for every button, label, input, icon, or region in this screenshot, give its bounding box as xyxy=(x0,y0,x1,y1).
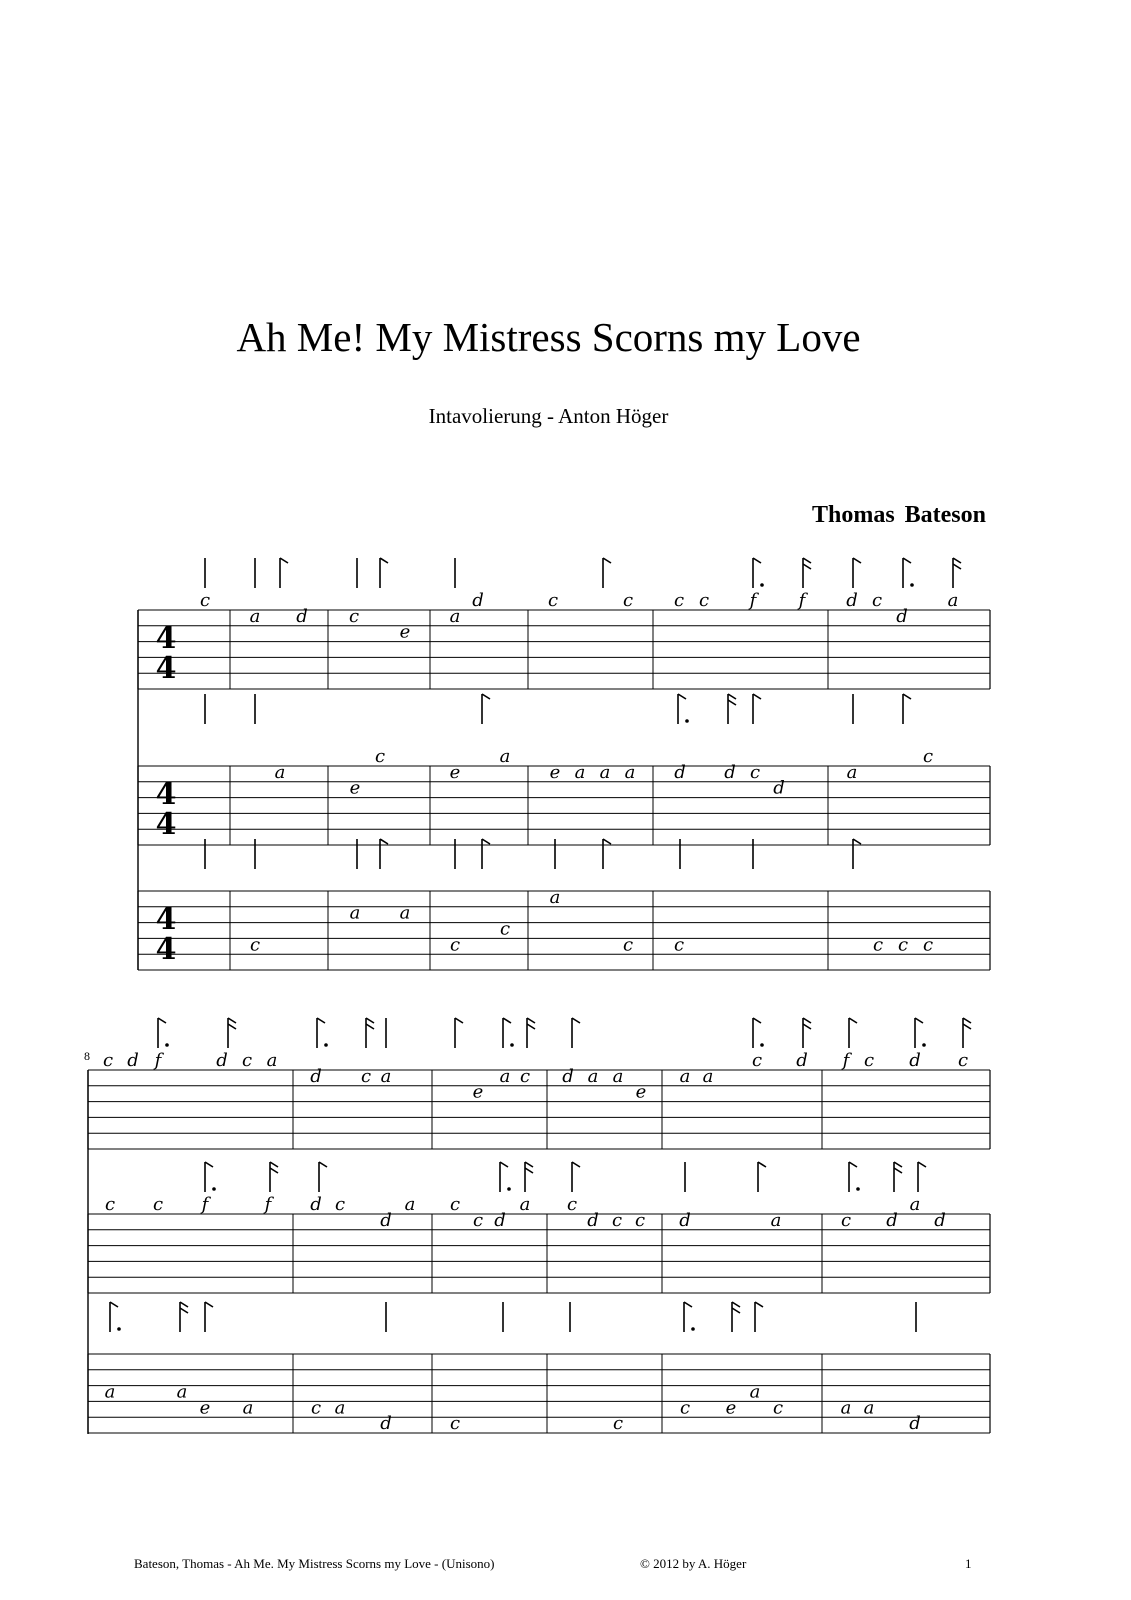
tab-note: c xyxy=(772,1397,784,1419)
rhythm-flag xyxy=(503,1018,511,1023)
rhythm-flag xyxy=(803,564,811,569)
tab-note: a xyxy=(104,1381,116,1403)
rhythm-flag xyxy=(500,1162,508,1167)
tab-note: c xyxy=(957,1050,969,1072)
tab-note: c xyxy=(566,1194,578,1216)
rhythm-flag xyxy=(527,1018,535,1023)
rhythm-flag xyxy=(180,1308,188,1313)
rhythm-flag xyxy=(803,1018,811,1023)
tab-note: a xyxy=(242,1397,254,1419)
tab-note: a xyxy=(404,1194,416,1216)
tab-note: c xyxy=(334,1194,346,1216)
tab-note: e xyxy=(399,621,411,643)
tab-note: c xyxy=(634,1209,646,1231)
tab-note: a xyxy=(863,1397,875,1419)
rhythm-flag xyxy=(803,558,811,563)
tab-note: c xyxy=(922,934,934,956)
tab-note: f xyxy=(154,1050,162,1072)
tab-note: c xyxy=(449,1413,461,1435)
tab-note: c xyxy=(241,1050,253,1072)
rhythm-flag xyxy=(603,558,611,563)
rhythm-flag xyxy=(366,1024,374,1029)
rhythm-flag xyxy=(853,839,861,844)
time-signature-bottom: 4 xyxy=(155,932,177,967)
tab-note: a xyxy=(266,1050,278,1072)
rhythm-flag xyxy=(753,558,761,563)
rhythm-flag xyxy=(894,1162,902,1167)
tab-note: e xyxy=(449,761,461,783)
tab-note: d xyxy=(310,1065,322,1087)
page-number: 1 xyxy=(965,1556,972,1571)
time-signature-bottom: 4 xyxy=(155,651,177,686)
tab-note: c xyxy=(519,1065,531,1087)
tab-note: e xyxy=(472,1081,484,1103)
rhythm-flag xyxy=(525,1162,533,1167)
rhythm-flag xyxy=(525,1168,533,1173)
time-signature-top: 4 xyxy=(155,621,177,656)
rhythm-dot xyxy=(324,1043,328,1047)
rhythm-flag xyxy=(270,1162,278,1167)
tab-note: c xyxy=(612,1413,624,1435)
tab-note: a xyxy=(624,761,636,783)
tab-note: c xyxy=(152,1194,164,1216)
tab-note: c xyxy=(679,1397,691,1419)
tab-note: a xyxy=(749,1381,761,1403)
rhythm-flag xyxy=(110,1302,118,1307)
tab-note: c xyxy=(751,1050,763,1072)
tab-note: c xyxy=(360,1065,372,1087)
tab-note: c xyxy=(871,590,883,612)
rhythm-flag xyxy=(963,1018,971,1023)
tab-note: a xyxy=(176,1381,188,1403)
rhythm-dot xyxy=(856,1187,860,1191)
rhythm-flag xyxy=(205,1302,213,1307)
rhythm-flag xyxy=(366,1018,374,1023)
tab-note: a xyxy=(380,1065,392,1087)
tab-note: d xyxy=(846,590,858,612)
rhythm-flag xyxy=(380,558,388,563)
tab-note: d xyxy=(909,1050,921,1072)
rhythm-flag xyxy=(849,1018,857,1023)
rhythm-flag xyxy=(455,1018,463,1023)
rhythm-flag xyxy=(603,839,611,844)
tab-note: a xyxy=(399,902,411,924)
tab-note: d xyxy=(380,1413,392,1435)
rhythm-flag xyxy=(317,1018,325,1023)
tab-note: a xyxy=(840,1397,852,1419)
rhythm-flag xyxy=(753,694,761,699)
tab-note: a xyxy=(249,605,261,627)
rhythm-flag xyxy=(903,558,911,563)
tab-note: e xyxy=(549,761,561,783)
tab-note: d xyxy=(216,1050,228,1072)
tab-note: f xyxy=(842,1050,850,1072)
tab-note: a xyxy=(599,761,611,783)
piece-title: Ah Me! My Mistress Scorns my Love xyxy=(236,314,861,360)
rhythm-dot xyxy=(117,1327,121,1331)
time-signature-top: 4 xyxy=(155,902,177,937)
tab-note: c xyxy=(449,934,461,956)
tab-note: d xyxy=(674,761,686,783)
rhythm-flag xyxy=(158,1018,166,1023)
measure-number: 8 xyxy=(84,1049,90,1063)
tab-note: a xyxy=(846,761,858,783)
tab-note: c xyxy=(449,1194,461,1216)
rhythm-flag xyxy=(753,1018,761,1023)
rhythm-flag xyxy=(684,1302,692,1307)
tab-note: d xyxy=(494,1209,506,1231)
time-signature-top: 4 xyxy=(155,777,177,812)
tab-note: d xyxy=(310,1194,322,1216)
tab-note: c xyxy=(922,746,934,768)
tab-note: a xyxy=(274,761,286,783)
tab-note: d xyxy=(773,777,785,799)
rhythm-flag xyxy=(270,1168,278,1173)
rhythm-flag xyxy=(527,1024,535,1029)
tab-note: c xyxy=(749,761,761,783)
rhythm-flag xyxy=(482,694,490,699)
rhythm-flag xyxy=(228,1018,236,1023)
tab-note: d xyxy=(679,1209,691,1231)
tab-note: a xyxy=(679,1065,691,1087)
tab-note: a xyxy=(334,1397,346,1419)
rhythm-flag xyxy=(758,1162,766,1167)
tab-note: f xyxy=(749,590,757,612)
tab-note: e xyxy=(199,1397,211,1419)
tab-note: a xyxy=(770,1209,782,1231)
arranger-subtitle: Intavolierung - Anton Höger xyxy=(428,404,669,428)
tab-note: d xyxy=(934,1209,946,1231)
rhythm-dot xyxy=(910,583,914,587)
tab-note: c xyxy=(374,746,386,768)
rhythm-flag xyxy=(380,839,388,844)
tab-note: a xyxy=(499,1065,511,1087)
rhythm-flag xyxy=(205,1162,213,1167)
tab-note: d xyxy=(296,605,308,627)
tab-note: c xyxy=(199,590,211,612)
tab-note: d xyxy=(562,1065,574,1087)
rhythm-flag xyxy=(853,558,861,563)
rhythm-flag xyxy=(732,1308,740,1313)
tab-note: c xyxy=(472,1209,484,1231)
tab-note: a xyxy=(449,605,461,627)
tab-note: c xyxy=(698,590,710,612)
rhythm-dot xyxy=(507,1187,511,1191)
rhythm-flag xyxy=(572,1162,580,1167)
tab-note: f xyxy=(798,590,806,612)
tab-note: f xyxy=(201,1194,209,1216)
footer-copyright: © 2012 by A. Höger xyxy=(640,1556,747,1571)
rhythm-dot xyxy=(212,1187,216,1191)
rhythm-flag xyxy=(915,1018,923,1023)
rhythm-flag xyxy=(728,700,736,705)
rhythm-flag xyxy=(918,1162,926,1167)
tab-note: d xyxy=(472,590,484,612)
tab-note: c xyxy=(673,934,685,956)
rhythm-flag xyxy=(963,1024,971,1029)
rhythm-flag xyxy=(228,1024,236,1029)
rhythm-flag xyxy=(482,839,490,844)
tab-note: d xyxy=(886,1209,898,1231)
tab-note: a xyxy=(549,886,561,908)
rhythm-flag xyxy=(903,694,911,699)
rhythm-dot xyxy=(165,1043,169,1047)
tab-note: c xyxy=(840,1209,852,1231)
tab-note: c xyxy=(310,1397,322,1419)
tab-note: d xyxy=(587,1209,599,1231)
tab-note: c xyxy=(897,934,909,956)
tab-note: d xyxy=(127,1050,139,1072)
rhythm-flag xyxy=(732,1302,740,1307)
tab-note: d xyxy=(896,605,908,627)
tab-note: d xyxy=(724,761,736,783)
tab-note: c xyxy=(102,1050,114,1072)
rhythm-flag xyxy=(572,1018,580,1023)
tab-note: e xyxy=(635,1081,647,1103)
rhythm-flag xyxy=(319,1162,327,1167)
rhythm-dot xyxy=(922,1043,926,1047)
footer-source: Bateson, Thomas - Ah Me. My Mistress Scorns my Love - (Unisono) xyxy=(134,1556,495,1571)
tab-note: e xyxy=(349,777,361,799)
tab-note: a xyxy=(349,902,361,924)
tab-note: a xyxy=(909,1194,921,1216)
tab-note: f xyxy=(264,1194,272,1216)
rhythm-flag xyxy=(894,1168,902,1173)
tab-note: c xyxy=(611,1209,623,1231)
rhythm-flag xyxy=(678,694,686,699)
rhythm-flag xyxy=(280,558,288,563)
rhythm-flag xyxy=(728,694,736,699)
rhythm-flag xyxy=(953,558,961,563)
tab-note: a xyxy=(499,746,511,768)
rhythm-dot xyxy=(691,1327,695,1331)
rhythm-flag xyxy=(953,564,961,569)
tab-note: a xyxy=(574,761,586,783)
tab-note: d xyxy=(909,1413,921,1435)
rhythm-flag xyxy=(803,1024,811,1029)
tab-note: c xyxy=(622,590,634,612)
tab-note: a xyxy=(947,590,959,612)
tab-note: a xyxy=(702,1065,714,1087)
tab-note: c xyxy=(872,934,884,956)
tab-note: c xyxy=(547,590,559,612)
rhythm-dot xyxy=(685,719,689,723)
rhythm-flag xyxy=(755,1302,763,1307)
rhythm-dot xyxy=(760,583,764,587)
tab-note: c xyxy=(622,934,634,956)
tab-note: c xyxy=(863,1050,875,1072)
tab-note: c xyxy=(673,590,685,612)
tab-note: d xyxy=(796,1050,808,1072)
rhythm-dot xyxy=(510,1043,514,1047)
tab-note: a xyxy=(612,1065,624,1087)
tab-note: c xyxy=(249,934,261,956)
tab-note: c xyxy=(348,605,360,627)
rhythm-flag xyxy=(180,1302,188,1307)
time-signature-bottom: 4 xyxy=(155,807,177,842)
tab-note: e xyxy=(725,1397,737,1419)
tab-note: a xyxy=(587,1065,599,1087)
composer-name: Thomas Bateson xyxy=(811,502,986,528)
tab-note: c xyxy=(499,918,511,940)
tab-note: c xyxy=(104,1194,116,1216)
tab-note: a xyxy=(519,1194,531,1216)
rhythm-dot xyxy=(760,1043,764,1047)
tab-note: d xyxy=(380,1209,392,1231)
rhythm-flag xyxy=(849,1162,857,1167)
